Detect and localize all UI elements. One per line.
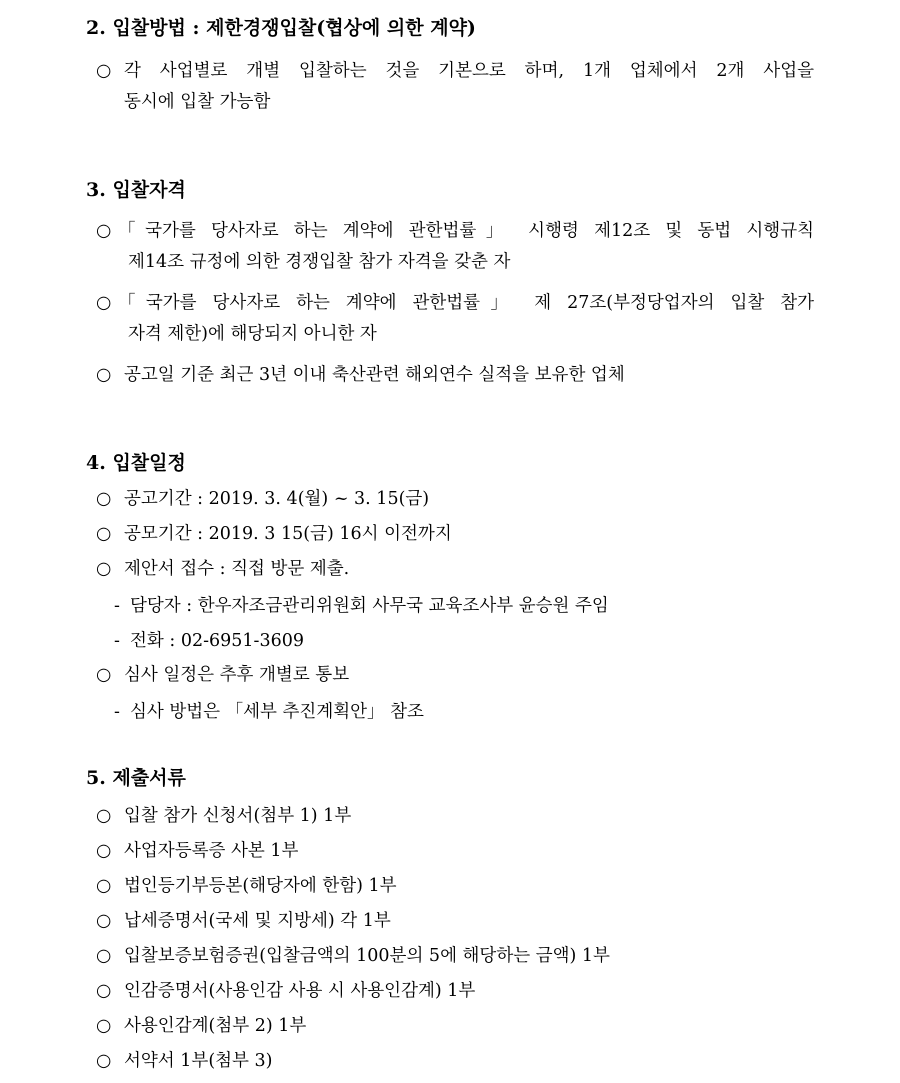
circle-bullet-icon: ○ [96, 1016, 112, 1036]
item-line: 서약서 1부(첨부 3) [124, 1051, 273, 1071]
dash-bullet-icon: - [114, 702, 120, 722]
circle-bullet-icon: ○ [96, 365, 112, 385]
list-item [96, 56, 814, 118]
list-item [96, 288, 814, 350]
circle-bullet-icon: ○ [96, 1051, 112, 1071]
item-line: 납세증명서(국세 및 지방세) 각 1부 [124, 911, 391, 931]
list-item [96, 1011, 306, 1042]
list-item [96, 1046, 272, 1077]
section-heading-bid-qualification: 3. 입찰자격 [86, 179, 186, 201]
item-line: 각 사업별로 개별 입찰하는 것을 기본으로 하며, 1개 업체에서 2개 사업을 [124, 61, 814, 81]
list-item [96, 906, 391, 937]
item-line: 인감증명서(사용인감 사용 시 사용인감계) 1부 [124, 981, 476, 1001]
item-line: 담당자 : 한우자조금관리위원회 사무국 교육조사부 윤승원 주임 [130, 596, 609, 616]
item-line: 심사 일정은 추후 개별로 통보 [124, 665, 350, 685]
sub-item-phone [114, 629, 304, 653]
section-heading-bid-method: 2. 입찰방법 : 제한경쟁입찰(협상에 의한 계약) [86, 17, 476, 39]
item-line: 법인등기부등본(해당자에 한함) 1부 [124, 876, 397, 896]
item-line: 제14조 규정에 의한 경쟁입찰 참가 자격을 갖춘 자 [128, 252, 511, 272]
item-line: 공고일 기준 최근 3년 이내 축산관련 해외연수 실적을 보유한 업체 [124, 365, 625, 385]
item-line: 제안서 접수 : 직접 방문 제출. [124, 559, 350, 579]
item-line: 공모기간 : 2019. 3 15(금) 16시 이전까지 [124, 524, 452, 544]
circle-bullet-icon: ○ [96, 841, 112, 861]
item-line: 전화 : 02-6951-3609 [130, 631, 304, 651]
item-line: 동시에 입찰 가능함 [124, 92, 271, 112]
list-item [96, 836, 298, 867]
item-line: 「국가를 당사자로 하는 계약에 관한법률」 시행령 제12조 및 동법 시행규칙 [118, 221, 814, 241]
item-line: 입찰보증보험증권(입찰금액의 100분의 5에 해당하는 금액) 1부 [124, 946, 610, 966]
list-item [96, 484, 429, 515]
section-heading-bid-schedule: 4. 입찰일정 [86, 452, 186, 474]
list-item [96, 554, 349, 585]
circle-bullet-icon: ○ [96, 61, 112, 81]
item-line: 심사 방법은 「세부 추진계획안」 참조 [130, 702, 424, 722]
circle-bullet-icon: ○ [96, 559, 112, 579]
item-line: 「국가를 당사자로 하는 계약에 관한법률」 제 27조(부정당업자의 입찰 참가 [118, 293, 814, 313]
list-item [96, 871, 397, 902]
list-item [96, 941, 610, 972]
item-line: 공고기간 : 2019. 3. 4(월) ~ 3. 15(금) [124, 489, 430, 509]
circle-bullet-icon: ○ [96, 665, 112, 685]
item-line: 자격 제한)에 해당되지 아니한 자 [128, 324, 377, 344]
dash-bullet-icon: - [114, 631, 120, 651]
circle-bullet-icon: ○ [96, 489, 112, 509]
dash-bullet-icon: - [114, 596, 120, 616]
circle-bullet-icon: ○ [96, 524, 112, 544]
circle-bullet-icon: ○ [96, 221, 112, 241]
list-item [96, 519, 452, 550]
list-item [96, 216, 814, 278]
circle-bullet-icon: ○ [96, 293, 112, 313]
circle-bullet-icon: ○ [96, 981, 112, 1001]
circle-bullet-icon: ○ [96, 946, 112, 966]
circle-bullet-icon: ○ [96, 911, 112, 931]
circle-bullet-icon: ○ [96, 806, 112, 826]
list-item [96, 360, 814, 391]
section-heading-submission-documents: 5. 제출서류 [86, 767, 186, 789]
item-line: 사업자등록증 사본 1부 [124, 841, 299, 861]
item-line: 사용인감계(첨부 2) 1부 [124, 1016, 307, 1036]
list-item [96, 801, 351, 832]
circle-bullet-icon: ○ [96, 876, 112, 896]
sub-item-contact-person [114, 594, 609, 618]
sub-item-review-method [114, 700, 424, 724]
list-item [96, 660, 349, 691]
list-item [96, 976, 475, 1007]
item-line: 입찰 참가 신청서(첨부 1) 1부 [124, 806, 352, 826]
